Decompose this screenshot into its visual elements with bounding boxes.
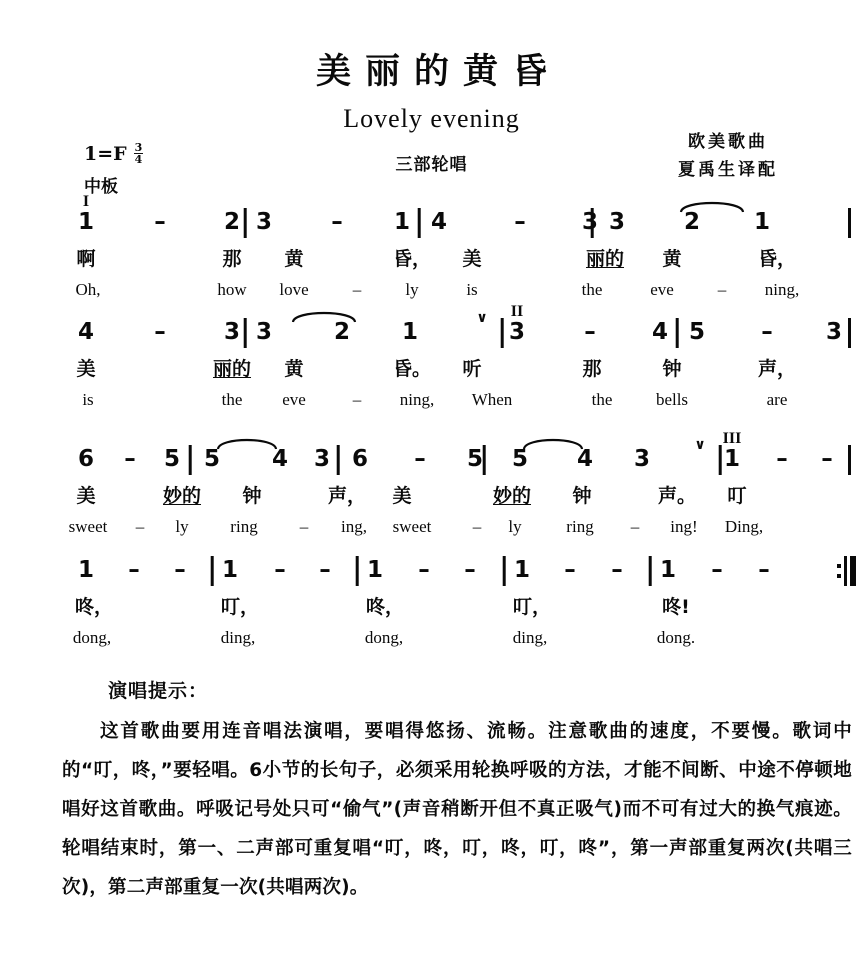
time-signature-numerator: 3 (134, 140, 143, 154)
page-title-chinese: 美丽的黄昏 (315, 51, 561, 92)
lyric-chinese: 钟 (662, 358, 682, 380)
breath-mark-icon: ∨ (694, 437, 706, 453)
lyric-chinese: 声， (327, 485, 367, 507)
note-duration-dash: – (418, 557, 430, 583)
note-duration-dash: – (154, 209, 166, 235)
lyric-english: ly (405, 280, 419, 299)
barline (676, 318, 679, 348)
note-duration-dash: – (414, 446, 426, 472)
lyric-english: love (279, 280, 309, 299)
lyric-chinese: 黄 (284, 248, 304, 270)
lyric-chinese: 咚， (365, 596, 405, 618)
note-duration-dash: – (758, 557, 770, 583)
barline (356, 556, 359, 586)
lyric-chinese: 妙的 (162, 485, 202, 507)
lyric-chinese: 钟 (572, 485, 592, 507)
slur-icon (216, 434, 278, 450)
note-number: 1 (401, 319, 419, 345)
lyric-english: – (135, 517, 145, 536)
note-number: 1 (221, 557, 239, 583)
note-number: 3 (223, 319, 241, 345)
notes-row (72, 193, 852, 244)
note-number: 1 (366, 557, 384, 583)
note-number: 6 (351, 446, 369, 472)
voice-part-marker: I (82, 193, 90, 210)
music-system (72, 193, 852, 304)
note-number: 3 (255, 319, 273, 345)
note-number: 5 (466, 446, 484, 472)
barline (244, 208, 247, 238)
lyric-english: ing! (670, 517, 698, 536)
performance-notes-body: 这首歌曲要用连音唱法演唱，要唱得悠扬、流畅。注意歌曲的速度，不要慢。歌词中的“叮，咚，”要轻唱。6小节的长句子，必须采用轮换呼吸的方法，才能不间断、中途不停顿地唱好这首歌曲。呼吸记号处只可“偷气”(声音稍断开但不真正吸气)而不可有过大的换气痕迹。轮唱结束时，第一、二声部可重复唱“叮，咚，叮，咚，叮，咚”，第一声部重复两次(共唱三次)，第二声部重复一次(共唱两次)。 (62, 721, 852, 898)
lyrics-row-cn (72, 481, 852, 512)
note-number: 3 (825, 319, 843, 345)
notes-row (72, 548, 852, 592)
note-number: 4 (77, 319, 95, 345)
music-system (68, 430, 852, 541)
note-number: 1 (393, 209, 411, 235)
lyric-chinese: 丽的 (585, 248, 625, 270)
lyrics-row-en (72, 275, 852, 304)
attribution (678, 128, 778, 184)
lyric-english: dong. (656, 628, 696, 647)
note-duration-dash: – (128, 557, 140, 583)
note-number: 3 (255, 209, 273, 235)
lyric-english: are (766, 390, 788, 409)
lyric-english: eve (282, 390, 306, 409)
lyric-english: dong, (72, 628, 112, 647)
note-duration-dash: – (154, 319, 166, 345)
lyric-chinese: 美 (392, 485, 412, 507)
lyric-english: bells (655, 390, 689, 409)
attribution-translator: 夏禹生译配 (678, 160, 778, 180)
lyric-english: is (466, 280, 478, 299)
note-number: 1 (753, 209, 771, 235)
note-number: 4 (576, 446, 594, 472)
lyric-english: the (581, 280, 603, 299)
note-number: 3 (313, 446, 331, 472)
breath-mark-icon: ∨ (476, 310, 488, 326)
note-number: 6 (77, 446, 95, 472)
lyric-chinese: 美 (76, 358, 96, 380)
note-duration-dash: – (611, 557, 623, 583)
time-signature (134, 142, 144, 165)
note-duration-dash: – (584, 319, 596, 345)
note-duration-dash: – (319, 557, 331, 583)
lyric-chinese: 咚! (662, 596, 690, 618)
lyric-chinese: 昏， (392, 248, 432, 270)
note-number: 2 (683, 209, 701, 235)
lyric-chinese: 黄 (662, 248, 682, 270)
note-duration-dash: – (274, 557, 286, 583)
lyric-chinese: 叮 (727, 485, 747, 507)
lyric-english: ning, (764, 280, 800, 299)
lyric-chinese: 咚， (74, 596, 114, 618)
note-duration-dash: – (564, 557, 576, 583)
lyric-chinese: 啊 (76, 248, 96, 270)
tempo-marking: 中板 (84, 177, 118, 197)
note-number: 5 (688, 319, 706, 345)
barline (418, 208, 421, 238)
page-title-english: Lovely evening (343, 104, 520, 133)
lyric-chinese: 那 (222, 248, 242, 270)
lyric-english: is (82, 390, 94, 409)
note-number: 1 (77, 209, 95, 235)
lyric-chinese: 钟 (242, 485, 262, 507)
barline (211, 556, 214, 586)
lyric-english: ring (230, 517, 258, 536)
barline (501, 318, 504, 348)
key-signature (84, 140, 143, 167)
barline (503, 556, 506, 586)
lyric-chinese: 那 (582, 358, 602, 380)
lyric-chinese: 声。 (657, 485, 697, 507)
lyric-english: – (352, 390, 362, 409)
note-number: 3 (508, 319, 526, 345)
lyric-chinese: 黄 (284, 358, 304, 380)
attribution-origin: 欧美歌曲 (688, 132, 768, 152)
lyrics-row-cn (72, 244, 852, 275)
note-duration-dash: – (821, 446, 833, 472)
key-signature-label: 1=F (84, 143, 127, 165)
lyrics-row-cn (72, 592, 852, 623)
note-number: 1 (513, 557, 531, 583)
lyric-chinese: 声， (757, 358, 797, 380)
note-number: 4 (651, 319, 669, 345)
note-number: 4 (271, 446, 289, 472)
lyric-chinese: 叮， (220, 596, 260, 618)
lyric-english: ly (508, 517, 522, 536)
lyric-chinese: 昏。 (392, 358, 432, 380)
note-number: 2 (223, 209, 241, 235)
lyric-english: ly (175, 517, 189, 536)
barline (337, 445, 340, 475)
lyric-english: – (299, 517, 309, 536)
lyrics-row-en (68, 512, 852, 541)
voice-part-marker: II (510, 303, 524, 320)
lyric-english: ding, (220, 628, 256, 647)
lyric-english: Oh, (75, 280, 101, 299)
slur-icon (522, 434, 584, 450)
note-number: 3 (581, 209, 599, 235)
note-number: 4 (430, 209, 448, 235)
notes-row (72, 303, 852, 354)
lyric-chinese: 听 (462, 358, 482, 380)
subtitle-chinese: 三部轮唱 (395, 155, 468, 175)
lyric-english: the (591, 390, 613, 409)
note-number: 5 (163, 446, 181, 472)
time-signature-denominator: 4 (134, 152, 143, 166)
lyric-english: sweet (392, 517, 432, 536)
note-duration-dash: – (761, 319, 773, 345)
lyric-english: ning, (399, 390, 435, 409)
lyrics-row-cn (72, 354, 852, 385)
lyric-english: ding, (512, 628, 548, 647)
note-number: 3 (608, 209, 626, 235)
performance-notes-heading: 演唱提示： (108, 680, 209, 702)
lyric-chinese: 妙的 (492, 485, 532, 507)
note-number: 2 (333, 319, 351, 345)
barline (244, 318, 247, 348)
note-duration-dash: – (776, 446, 788, 472)
lyric-english: sweet (68, 517, 108, 536)
note-number: 3 (633, 446, 651, 472)
barline (189, 445, 192, 475)
note-duration-dash: – (514, 209, 526, 235)
note-duration-dash: – (174, 557, 186, 583)
lyric-english: When (471, 390, 513, 409)
lyric-english: – (352, 280, 362, 299)
lyric-chinese: 丽的 (212, 358, 252, 380)
barline (483, 445, 486, 475)
note-duration-dash: – (464, 557, 476, 583)
note-duration-dash: – (711, 557, 723, 583)
lyric-english: how (217, 280, 247, 299)
lyric-english: – (630, 517, 640, 536)
lyric-english: dong, (364, 628, 404, 647)
voice-part-marker: III (722, 430, 742, 447)
music-system (72, 303, 852, 414)
lyric-english: – (472, 517, 482, 536)
note-number: 5 (203, 446, 221, 472)
lyric-english: Ding, (724, 517, 764, 536)
lyric-english: the (221, 390, 243, 409)
note-duration-dash: – (124, 446, 136, 472)
lyric-chinese: 美 (76, 485, 96, 507)
lyric-english: ring (566, 517, 594, 536)
note-number: 1 (723, 446, 741, 472)
lyrics-row-en (72, 623, 852, 652)
notes-row (72, 430, 852, 481)
barline (719, 445, 722, 475)
note-duration-dash: – (331, 209, 343, 235)
note-number: 1 (77, 557, 95, 583)
lyric-english: ing, (341, 517, 367, 536)
lyric-chinese: 昏， (757, 248, 797, 270)
barline (649, 556, 652, 586)
note-number: 1 (659, 557, 677, 583)
lyrics-row-en (72, 385, 852, 414)
lyric-english: eve (650, 280, 674, 299)
note-number: 5 (511, 446, 529, 472)
lyric-english: – (717, 280, 727, 299)
lyric-chinese: 美 (462, 248, 482, 270)
music-system (72, 548, 852, 652)
lyric-chinese: 叮， (512, 596, 552, 618)
